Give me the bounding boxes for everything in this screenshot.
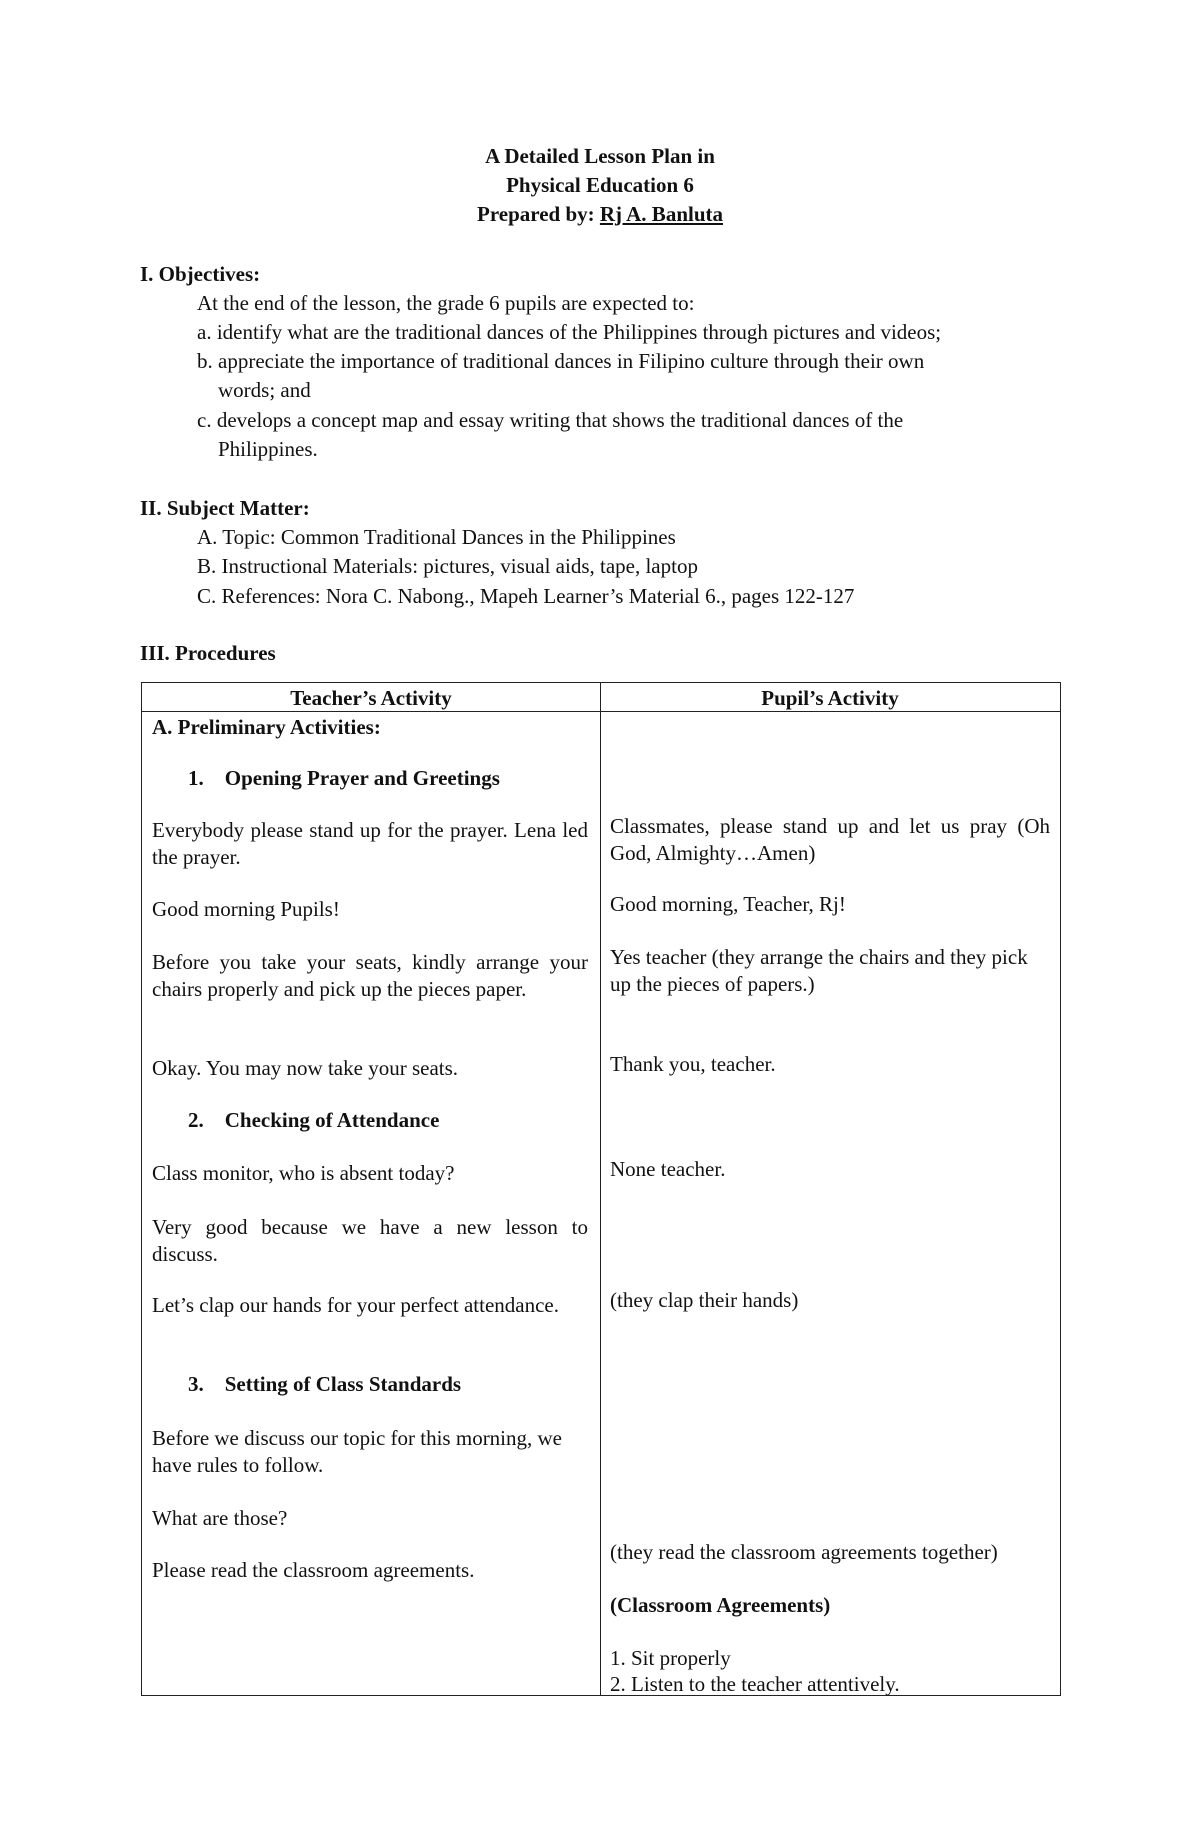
header-divider [142,711,1060,712]
objectives-intro: At the end of the lesson, the grade 6 pupils are expected to: [197,291,695,315]
pupil-line-none-absent: None teacher. [610,1157,726,1181]
document-title-block [0,142,1200,229]
class-standards-heading: 3. Setting of Class Standards [188,1372,462,1396]
teacher-line-arrange-chairs: Before you take your seats, kindly arrange your chairs properly and pick up the pieces paper. [152,950,588,1001]
pupil-line-clap: (they clap their hands) [610,1288,799,1312]
procedures-table [141,682,1061,1696]
teacher-line-prayer: Everybody please stand up for the prayer. Lena led the prayer. [152,818,588,869]
objective-c-cont: Philippines. [218,437,318,461]
preliminary-activities-heading: A. Preliminary Activities: [152,715,381,739]
pupil-line-thank-you: Thank you, teacher. [610,1052,776,1076]
classroom-agreements-title: (Classroom Agreements) [610,1593,831,1617]
pupil-line-greeting: Good morning, Teacher, Rj! [610,892,846,916]
subject-matter-heading: II. Subject Matter: [140,496,310,520]
teacher-line-absent: Class monitor, who is absent today? [152,1161,455,1185]
teacher-line-read-agreements: Please read the classroom agreements. [152,1558,475,1582]
teacher-line-new-lesson: Very good because we have a new lesson to discuss. [152,1215,588,1266]
agreement-rule-2: 2. Listen to the teacher attentively. [610,1672,900,1696]
subject-materials: B. Instructional Materials: pictures, visual aids, tape, laptop [197,554,698,578]
objectives-heading: I. Objectives: [140,262,261,286]
pupil-line-prayer: Classmates, please stand up and let us pray (Oh God, Almighty…Amen) [610,814,1050,865]
subject-topic: A. Topic: Common Traditional Dances in the Philippines [197,525,676,549]
objective-c: c. develops a concept map and essay writing that shows the traditional dances of the [197,408,904,432]
teacher-line-clap: Let’s clap our hands for your perfect attendance. [152,1293,559,1317]
prepared-by-line [0,200,1200,229]
objective-b-cont: words; and [218,378,311,402]
title-line-2: Physical Education 6 [506,173,694,197]
column-divider [600,683,601,1695]
teacher-activity-header: Teacher’s Activity [290,686,452,710]
teacher-line-take-seats: Okay. You may now take your seats. [152,1056,459,1080]
objective-b: b. appreciate the importance of traditional dances in Filipino culture through their own [197,349,925,373]
attendance-heading: 2. Checking of Attendance [188,1108,440,1132]
author-name: Rj A. Banluta [599,202,723,226]
agreement-rule-1: 1. Sit properly [610,1646,731,1670]
procedures-heading: III. Procedures [140,641,276,665]
teacher-line-greeting: Good morning Pupils! [152,897,340,921]
objective-a: a. identify what are the traditional dances of the Philippines through pictures and videos; [197,320,942,344]
pupil-line-read-agreements: (they read the classroom agreements together) [610,1540,998,1564]
teacher-line-rules: Before we discuss our topic for this morning, we have rules to follow. [152,1426,563,1477]
opening-prayer-heading: 1. Opening Prayer and Greetings [188,766,500,790]
teacher-line-what-are-those: What are those? [152,1506,288,1530]
title-line-1: A Detailed Lesson Plan in [485,144,715,168]
subject-references: C. References: Nora C. Nabong., Mapeh Learner’s Material 6., pages 122-127 [197,584,855,608]
pupil-activity-header: Pupil’s Activity [761,686,899,710]
pupil-line-arrange-chairs: Yes teacher (they arrange the chairs and they pick up the pieces of papers.) [610,945,1028,996]
prepared-by-label: Prepared by: [477,202,600,226]
